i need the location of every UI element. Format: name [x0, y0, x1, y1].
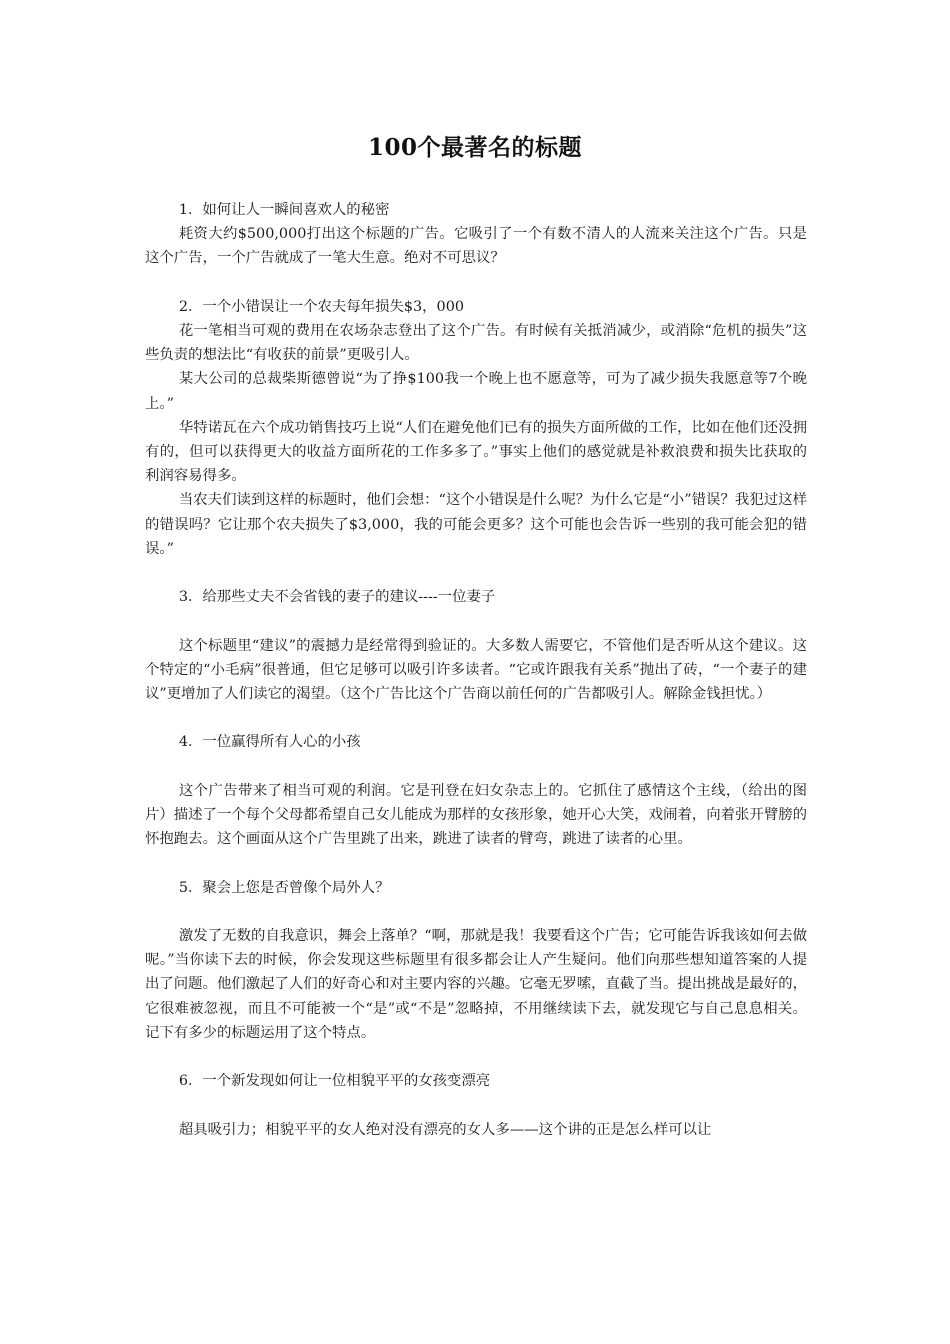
section-paragraph: 这个广告带来了相当可观的利润。它是刊登在妇女杂志上的。它抓住了感情这个主线，（给出的图片）描述了一个每个父母都希望自己女儿能成为那样的女孩形象，她开心大笑，戏闹着，向着张开臂膀的怀抱跑去。这个画面从这个广告里跳了出来，跳进了读者的臂弯，跳进了读者的心里。	[145, 782, 807, 848]
section-paragraph: 超具吸引力；相貌平平的女人绝对没有漂亮的女人多——这个讲的正是怎么样可以让	[178, 1121, 712, 1138]
section-heading: 2．一个小错误让一个农夫每年损失$3，000	[178, 298, 465, 315]
section-gap	[145, 1045, 807, 1069]
section-gap	[145, 1093, 807, 1117]
document-body	[145, 198, 807, 1142]
section-gap	[145, 900, 807, 924]
section-heading: 3．给那些丈夫不会省钱的妻子的建议----一位妻子	[178, 589, 496, 606]
document-title: 100个最著名的标题	[367, 134, 582, 161]
section-gap	[145, 851, 807, 875]
section-heading: 1．如何让人一瞬间喜欢人的秘密	[178, 202, 390, 218]
section-heading: 6．一个新发现如何让一位相貌平平的女孩变漂亮	[178, 1073, 491, 1090]
section-gap	[145, 706, 807, 730]
section-paragraph: 某大公司的总裁柴斯德曾说“为了挣$100我一个晚上也不愿意等，可为了减少损失我愿意等7个晚上。”	[145, 371, 807, 412]
section-paragraph: 华特诺瓦在六个成功销售技巧上说“人们在避免他们已有的损失方面所做的工作，比如在他们还没拥有的，但可以获得更大的收益方面所花的工作多多了。”事实上他们的感觉就是补救浪费和损失比获取的利润容易得多。	[145, 419, 807, 485]
section-paragraph: 当农夫们读到这样的标题时，他们会想：“这个小错误是什么呢？为什么它是“小”错误？我犯过这样的错误吗？它让那个农夫损失了$3,000，我的可能会更多？这个可能也会告诉一些别的我可能会犯的错误。”	[145, 492, 807, 557]
section-paragraph: 这个标题里“建议”的震撼力是经常得到验证的。大多数人需要它，不管他们是否听从这个建议。这个特定的“小毛病”很普通，但它足够可以吸引许多读者。“它或许跟我有关系”抛出了砖，“一个妻子的建议”更增加了人们读它的渴望。（这个广告比这个广告商以前任何的广告都吸引人。解除金钱担忧。）	[145, 637, 807, 703]
section-gap	[145, 561, 807, 585]
section-gap	[145, 271, 807, 295]
section-gap	[145, 609, 807, 633]
section-paragraph: 耗资大约$500,000打出这个标题的广告。它吸引了一个有数不清人的人流来关注这个广告。只是这个广告，一个广告就成了一笔大生意。绝对不可思议？	[145, 226, 807, 267]
section-gap	[145, 755, 807, 779]
section-paragraph: 激发了无数的自我意识，舞会上落单？“啊，那就是我！我要看这个广告；它可能告诉我该如何去做呢。”当你读下去的时候，你会发现这些标题里有很多都会让人产生疑问。他们向那些想知道答案的人提出了问题。他们激起了人们的好奇心和对主要内容的兴趣。它毫无罗嗦，直截了当。提出挑战是最好的，它很难被忽视，而且不可能被一个“是”或“不是”忽略掉，不用继续读下去，就发现它与自己息息相关。记下有多少的标题运用了这个特点。	[145, 927, 807, 1041]
section-heading: 5．聚会上您是否曾像个局外人？	[178, 879, 390, 896]
section-heading: 4．一位赢得所有人心的小孩	[178, 734, 361, 751]
section-paragraph: 花一笔相当可观的费用在农场杂志登出了这个广告。有时候有关抵消减少，或消除“危机的损失”这些负责的想法比“有收获的前景”更吸引人。	[145, 323, 807, 364]
